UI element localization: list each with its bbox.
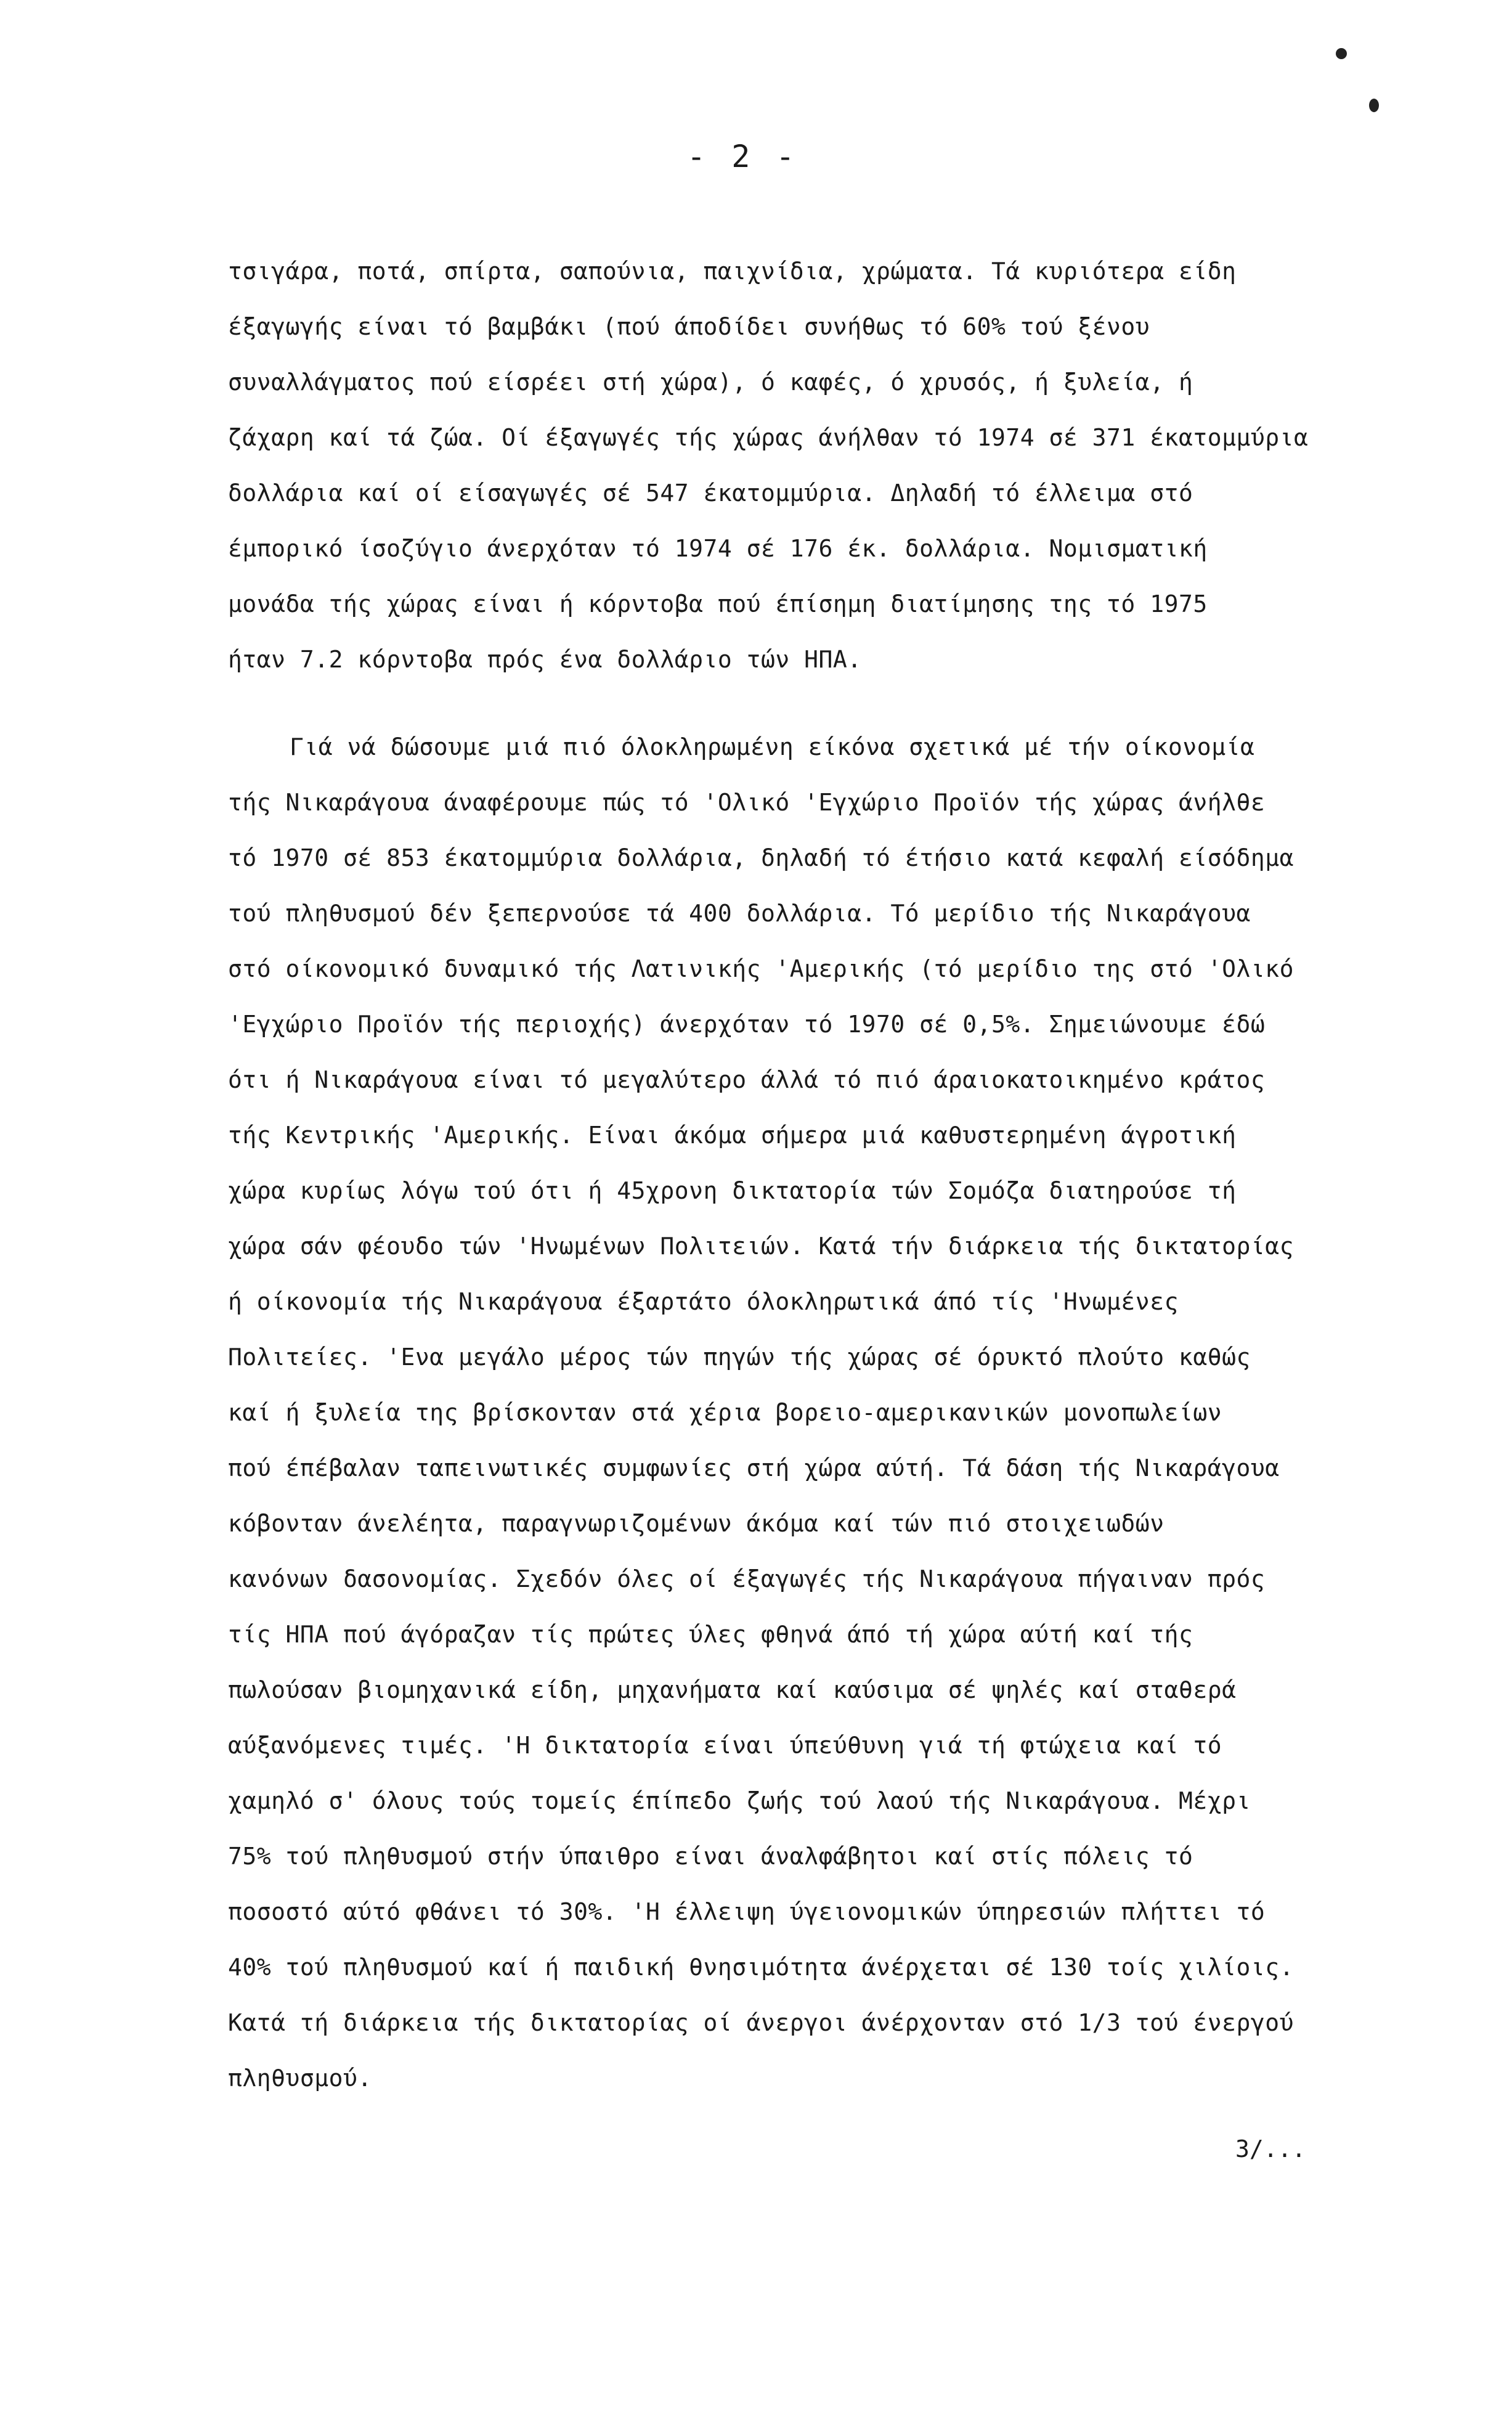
- text-line: πωλούσαν βιομηχανικά είδη, μηχανήματα καί καύσιμα σέ ψηλές καί σταθερά: [228, 1676, 1237, 1703]
- text-line: 40% τού πληθυσμού καί ή παιδική θνησιμότητα άνέρχεται σέ 130 τοίς χιλίοις.: [228, 1954, 1294, 1981]
- text-line: ότι ή Νικαράγουα είναι τό μεγαλύτερο άλλά τό πιό άραιοκατοικημένο κράτος: [228, 1066, 1266, 1093]
- text-line: 75% τού πληθυσμού στήν ύπαιθρο είναι άναλφάβητοι καί στίς πόλεις τό: [228, 1843, 1193, 1870]
- text-line: στό οίκονομικό δυναμικό τής Λατινικής 'Αμερικής (τό μερίδιο της στό 'Ολικό: [228, 955, 1294, 982]
- text-line: τσιγάρα, ποτά, σπίρτα, σαπούνια, παιχνίδια, χρώματα. Τά κυριότερα είδη: [228, 258, 1237, 285]
- body-text: [228, 243, 1362, 2106]
- text-line: ή οίκονομία τής Νικαράγουα έξαρτάτο όλοκληρωτικά άπό τίς 'Ηνωμένες: [228, 1288, 1179, 1315]
- continuation-marker: 3/...: [1235, 2135, 1306, 2163]
- text-line: ήταν 7.2 κόρντοβα πρός ένα δολλάριο τών ΗΠΑ.: [228, 646, 862, 673]
- text-line: τού πληθυσμού δέν ξεπερνούσε τά 400 δολλάρια. Τό μερίδιο τής Νικαράγουα: [228, 900, 1251, 927]
- text-line: τίς ΗΠΑ πού άγόραζαν τίς πρώτες ύλες φθηνά άπό τή χώρα αύτή καί τής: [228, 1621, 1193, 1648]
- text-line: πού έπέβαλαν ταπεινωτικές συμφωνίες στή χώρα αύτή. Τά δάση τής Νικαράγουα: [228, 1454, 1280, 1482]
- text-line: χαμηλό σ' όλους τούς τομείς έπίπεδο ζωής τού λαού τής Νικαράγουα. Μέχρι: [228, 1787, 1251, 1814]
- text-line: ζάχαρη καί τά ζώα. Οί έξαγωγές τής χώρας άνήλθαν τό 1974 σέ 371 έκατομμύρια: [228, 424, 1309, 451]
- text-line: τό 1970 σέ 853 έκατομμύρια δολλάρια, δηλαδή τό έτήσιο κατά κεφαλή είσόδημα: [228, 844, 1294, 871]
- text-line: χώρα σάν φέουδο τών 'Ηνωμένων Πολιτειών. Κατά τήν διάρκεια τής δικτατορίας: [228, 1233, 1294, 1260]
- text-line: έμπορικό ίσοζύγιο άνερχόταν τό 1974 σέ 176 έκ. δολλάρια. Νομισματική: [228, 535, 1208, 562]
- text-line: ποσοστό αύτό φθάνει τό 30%. 'Η έλλειψη ύγειονομικών ύπηρεσιών πλήττει τό: [228, 1898, 1266, 1925]
- text-line: Πολιτείες. 'Ενα μεγάλο μέρος τών πηγών τής χώρας σέ όρυκτό πλούτο καθώς: [228, 1344, 1251, 1371]
- text-line: καί ή ξυλεία της βρίσκονταν στά χέρια βορειο-αμερικανικών μονοπωλείων: [228, 1399, 1222, 1426]
- text-line: Κατά τή διάρκεια τής δικτατορίας οί άνεργοι άνέρχονταν στό 1/3 τού ένεργού: [228, 2009, 1294, 2036]
- text-line: τής Νικαράγουα άναφέρουμε πώς τό 'Ολικό 'Εγχώριο Προϊόν τής χώρας άνήλθε: [228, 789, 1266, 816]
- text-line: δολλάρια καί οί είσαγωγές σέ 547 έκατομμύρια. Δηλαδή τό έλλειμα στό: [228, 479, 1193, 507]
- ink-speck-top: [1336, 48, 1347, 59]
- text-line: συναλλάγματος πού είσρέει στή χώρα), ό καφές, ό χρυσός, ή ξυλεία, ή: [228, 369, 1193, 396]
- paragraph-start-line: Γιά νά δώσουμε μιά πιό όλοκληρωμένη είκόνα σχετικά μέ τήν οίκονομία: [290, 733, 1255, 760]
- text-line: πληθυσμού.: [228, 2065, 372, 2092]
- text-line: 'Εγχώριο Προϊόν τής περιοχής) άνερχόταν τό 1970 σέ 0,5%. Σημειώνουμε έδώ: [228, 1011, 1266, 1038]
- text-line: κόβονταν άνελέητα, παραγνωριζομένων άκόμα καί τών πιό στοιχειωδών: [228, 1510, 1164, 1537]
- text-line: μονάδα τής χώρας είναι ή κόρντοβα πού έπίσημη διατίμησης της τό 1975: [228, 590, 1208, 618]
- ink-speck-right: [1369, 99, 1379, 112]
- text-line: αύξανόμενες τιμές. 'Η δικτατορία είναι ύπεύθυνη γιά τή φτώχεια καί τό: [228, 1732, 1222, 1759]
- text-line: κανόνων δασονομίας. Σχεδόν όλες οί έξαγωγές τής Νικαράγουα πήγαιναν πρός: [228, 1565, 1266, 1592]
- text-line: χώρα κυρίως λόγω τού ότι ή 45χρονη δικτατορία τών Σομόζα διατηρούσε τή: [228, 1177, 1237, 1204]
- text-line: τής Κεντρικής 'Αμερικής. Είναι άκόμα σήμερα μιά καθυστερημένη άγροτική: [228, 1122, 1237, 1149]
- text-line: έξαγωγής είναι τό βαμβάκι (πού άποδίδει συνήθως τό 60% τού ξένου: [228, 313, 1150, 340]
- page-number: - 2 -: [687, 139, 799, 174]
